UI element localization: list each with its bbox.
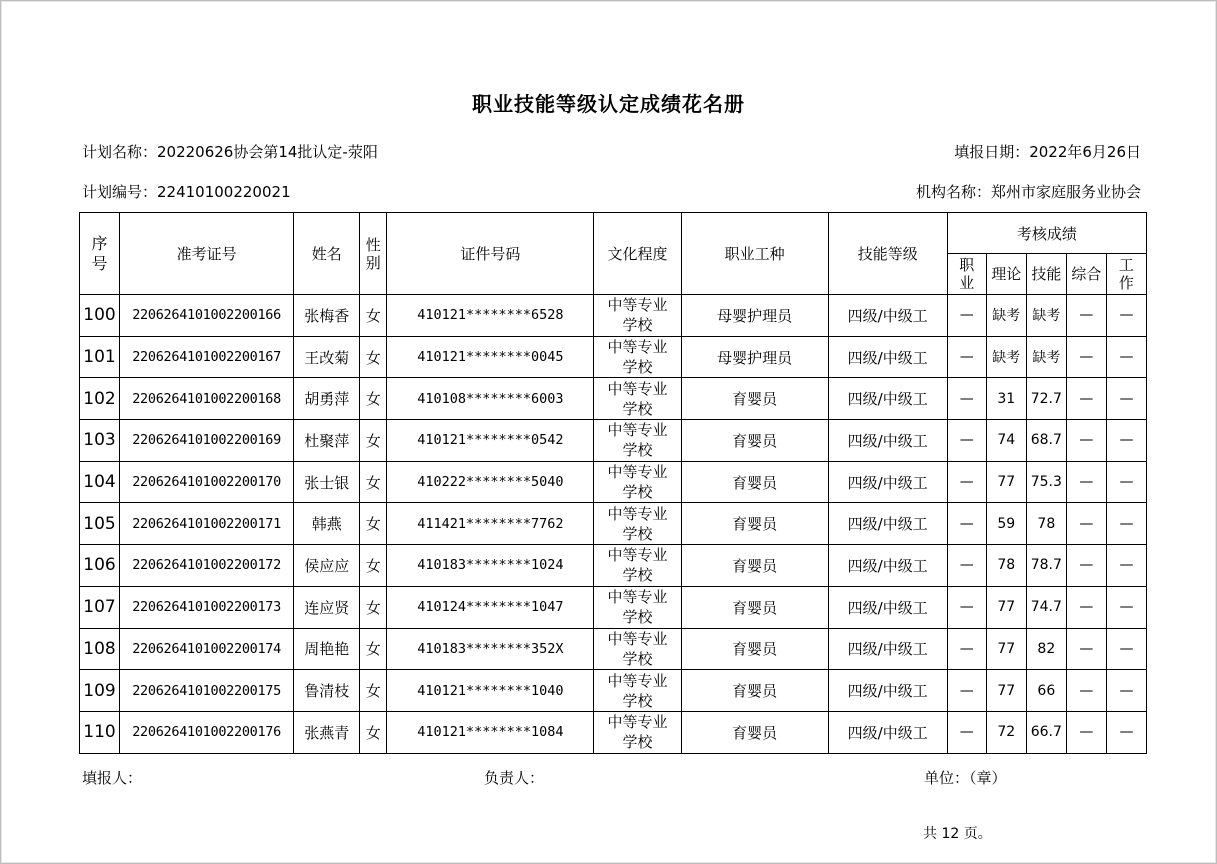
cell-gender: 女 (360, 378, 387, 420)
cell-name: 张燕青 (294, 711, 360, 753)
cell-score-theory: 74 (986, 420, 1026, 462)
cell-name: 胡勇萍 (294, 378, 360, 420)
cell-id-no: 410121********0045 (387, 336, 594, 378)
cell-score-occupational: — (947, 295, 986, 337)
cell-occupation: 育婴员 (681, 503, 828, 545)
table-row (80, 420, 1147, 462)
header-score-work-label: 工 作 (1118, 256, 1134, 292)
cell-seq: 102 (80, 378, 120, 420)
cell-seq: 109 (80, 670, 120, 712)
cell-skill-level: 四级/中级工 (828, 420, 947, 462)
cell-score-theory: 59 (986, 503, 1026, 545)
cell-score-overall: — (1066, 628, 1106, 670)
cell-occupation: 育婴员 (681, 586, 828, 628)
cell-education: 中等专业 学校 (594, 711, 681, 753)
cell-score-work: — (1106, 461, 1146, 503)
cell-score-skill: 78 (1026, 503, 1066, 545)
cell-id-no: 410121********1040 (387, 670, 594, 712)
cell-gender: 女 (360, 461, 387, 503)
cell-score-overall: — (1066, 670, 1106, 712)
cell-id-no: 411421********7762 (387, 503, 594, 545)
cell-education: 中等专业 学校 (594, 461, 681, 503)
cell-score-theory: 缺考 (986, 336, 1026, 378)
cell-score-work: — (1106, 628, 1146, 670)
cell-education: 中等专业 学校 (594, 378, 681, 420)
cell-education: 中等专业 学校 (594, 420, 681, 462)
cell-score-occupational: — (947, 420, 986, 462)
cell-name: 韩燕 (294, 503, 360, 545)
cell-score-theory: 77 (986, 670, 1026, 712)
header-score-occupational-label: 职 业 (959, 256, 975, 292)
cell-score-work: — (1106, 420, 1146, 462)
cell-seq: 108 (80, 628, 120, 670)
header-score-work (1106, 254, 1146, 295)
cell-score-overall: — (1066, 461, 1106, 503)
cell-score-theory: 72 (986, 711, 1026, 753)
cell-seq: 110 (80, 711, 120, 753)
manager-label: 负责人： (484, 769, 545, 787)
cell-skill-level: 四级/中级工 (828, 628, 947, 670)
cell-score-work: — (1106, 295, 1146, 337)
cell-score-overall: — (1066, 711, 1106, 753)
cell-score-work: — (1106, 670, 1146, 712)
cell-education: 中等专业 学校 (594, 336, 681, 378)
header-score-theory: 理论 (986, 254, 1026, 295)
plan-number: 计划编号：22410100220021 (82, 183, 291, 201)
cell-education: 中等专业 学校 (594, 545, 681, 587)
cell-name: 王改菊 (294, 336, 360, 378)
cell-education: 中等专业 学校 (594, 586, 681, 628)
cell-skill-level: 四级/中级工 (828, 461, 947, 503)
cell-skill-level: 四级/中级工 (828, 336, 947, 378)
cell-score-occupational: — (947, 378, 986, 420)
table-row (80, 586, 1147, 628)
cell-occupation: 母婴护理员 (681, 295, 828, 337)
table-row (80, 295, 1147, 337)
cell-skill-level: 四级/中级工 (828, 295, 947, 337)
header-gender (360, 213, 387, 295)
header-education: 文化程度 (594, 213, 681, 295)
header-seq-label: 序 号 (91, 233, 108, 273)
cell-id-no: 410121********6528 (387, 295, 594, 337)
cell-gender: 女 (360, 628, 387, 670)
table-row (80, 336, 1147, 378)
cell-exam-no: 2206264101002200176 (120, 711, 294, 753)
cell-gender: 女 (360, 295, 387, 337)
cell-exam-no: 2206264101002200173 (120, 586, 294, 628)
cell-id-no: 410108********6003 (387, 378, 594, 420)
cell-score-theory: 77 (986, 461, 1026, 503)
cell-score-skill: 74.7 (1026, 586, 1066, 628)
cell-score-skill: 66.7 (1026, 711, 1066, 753)
cell-name: 张梅香 (294, 295, 360, 337)
cell-score-skill: 72.7 (1026, 378, 1066, 420)
cell-education: 中等专业 学校 (594, 295, 681, 337)
cell-occupation: 育婴员 (681, 628, 828, 670)
cell-score-work: — (1106, 503, 1146, 545)
cell-occupation: 育婴员 (681, 670, 828, 712)
cell-id-no: 410124********1047 (387, 586, 594, 628)
table-row (80, 670, 1147, 712)
plan-name: 计划名称：20220626协会第14批认定-荥阳 (82, 143, 378, 161)
cell-id-no: 410183********352X (387, 628, 594, 670)
cell-occupation: 育婴员 (681, 378, 828, 420)
cell-seq: 106 (80, 545, 120, 587)
cell-exam-no: 2206264101002200170 (120, 461, 294, 503)
cell-occupation: 育婴员 (681, 420, 828, 462)
cell-score-occupational: — (947, 711, 986, 753)
cell-skill-level: 四级/中级工 (828, 711, 947, 753)
cell-exam-no: 2206264101002200166 (120, 295, 294, 337)
cell-score-theory: 31 (986, 378, 1026, 420)
cell-score-skill: 缺考 (1026, 336, 1066, 378)
cell-score-overall: — (1066, 336, 1106, 378)
cell-skill-level: 四级/中级工 (828, 670, 947, 712)
cell-gender: 女 (360, 545, 387, 587)
organization-name: 机构名称：郑州市家庭服务业协会 (915, 183, 1141, 201)
cell-score-skill: 82 (1026, 628, 1066, 670)
cell-education: 中等专业 学校 (594, 503, 681, 545)
table-row (80, 545, 1147, 587)
cell-score-occupational: — (947, 545, 986, 587)
header-name: 姓名 (294, 213, 360, 295)
cell-gender: 女 (360, 503, 387, 545)
cell-id-no: 410183********1024 (387, 545, 594, 587)
cell-gender: 女 (360, 586, 387, 628)
table-row (80, 461, 1147, 503)
header-occupation: 职业工种 (681, 213, 828, 295)
cell-score-occupational: — (947, 461, 986, 503)
header-gender-label: 性 别 (365, 235, 381, 272)
cell-name: 杜聚萍 (294, 420, 360, 462)
cell-score-work: — (1106, 336, 1146, 378)
header-score-skill: 技能 (1026, 254, 1066, 295)
cell-occupation: 育婴员 (681, 711, 828, 753)
cell-name: 鲁清枝 (294, 670, 360, 712)
cell-exam-no: 2206264101002200174 (120, 628, 294, 670)
cell-seq: 100 (80, 295, 120, 337)
cell-score-work: — (1106, 545, 1146, 587)
header-id-no: 证件号码 (387, 213, 594, 295)
cell-gender: 女 (360, 420, 387, 462)
cell-score-occupational: — (947, 336, 986, 378)
cell-occupation: 育婴员 (681, 461, 828, 503)
cell-exam-no: 2206264101002200171 (120, 503, 294, 545)
page-count: 共 12 页。 (923, 826, 992, 842)
cell-name: 侯应应 (294, 545, 360, 587)
table-row (80, 711, 1147, 753)
cell-score-overall: — (1066, 545, 1106, 587)
cell-score-skill: 78.7 (1026, 545, 1066, 587)
header-scores: 考核成绩 (947, 213, 1146, 254)
cell-id-no: 410121********0542 (387, 420, 594, 462)
cell-name: 周艳艳 (294, 628, 360, 670)
header-exam-no: 准考证号 (120, 213, 294, 295)
cell-skill-level: 四级/中级工 (828, 378, 947, 420)
cell-id-no: 410121********1084 (387, 711, 594, 753)
cell-gender: 女 (360, 711, 387, 753)
cell-score-skill: 66 (1026, 670, 1066, 712)
cell-score-occupational: — (947, 503, 986, 545)
fill-date: 填报日期：2022年6月26日 (954, 143, 1141, 161)
cell-occupation: 育婴员 (681, 545, 828, 587)
page-title: 职业技能等级认定成绩花名册 (472, 92, 745, 116)
cell-score-occupational: — (947, 670, 986, 712)
unit-seal-label: 单位：（章） (924, 769, 1007, 787)
cell-name: 张士银 (294, 461, 360, 503)
cell-name: 连应贤 (294, 586, 360, 628)
cell-score-theory: 77 (986, 628, 1026, 670)
cell-score-overall: — (1066, 586, 1106, 628)
cell-score-theory: 78 (986, 545, 1026, 587)
table-row (80, 628, 1147, 670)
cell-seq: 103 (80, 420, 120, 462)
cell-seq: 101 (80, 336, 120, 378)
cell-score-overall: — (1066, 503, 1106, 545)
cell-score-theory: 缺考 (986, 295, 1026, 337)
cell-seq: 105 (80, 503, 120, 545)
cell-exam-no: 2206264101002200169 (120, 420, 294, 462)
cell-score-skill: 75.3 (1026, 461, 1066, 503)
cell-gender: 女 (360, 336, 387, 378)
cell-skill-level: 四级/中级工 (828, 545, 947, 587)
cell-score-work: — (1106, 586, 1146, 628)
header-score-occupational (947, 254, 986, 295)
roster-body (80, 295, 1147, 754)
table-row (80, 378, 1147, 420)
cell-score-occupational: — (947, 628, 986, 670)
header-seq (80, 213, 120, 295)
cell-score-skill: 68.7 (1026, 420, 1066, 462)
cell-score-work: — (1106, 711, 1146, 753)
score-roster-table (79, 212, 1147, 754)
cell-score-theory: 77 (986, 586, 1026, 628)
cell-id-no: 410222********5040 (387, 461, 594, 503)
cell-exam-no: 2206264101002200167 (120, 336, 294, 378)
header-skill-level: 技能等级 (828, 213, 947, 295)
cell-education: 中等专业 学校 (594, 628, 681, 670)
cell-seq: 107 (80, 586, 120, 628)
header-score-overall: 综合 (1066, 254, 1106, 295)
cell-exam-no: 2206264101002200175 (120, 670, 294, 712)
cell-occupation: 母婴护理员 (681, 336, 828, 378)
cell-score-occupational: — (947, 586, 986, 628)
cell-skill-level: 四级/中级工 (828, 503, 947, 545)
cell-education: 中等专业 学校 (594, 670, 681, 712)
cell-gender: 女 (360, 670, 387, 712)
cell-exam-no: 2206264101002200168 (120, 378, 294, 420)
cell-score-skill: 缺考 (1026, 295, 1066, 337)
cell-score-overall: — (1066, 420, 1106, 462)
cell-skill-level: 四级/中级工 (828, 586, 947, 628)
cell-score-work: — (1106, 378, 1146, 420)
cell-seq: 104 (80, 461, 120, 503)
table-row (80, 503, 1147, 545)
cell-exam-no: 2206264101002200172 (120, 545, 294, 587)
filler-label: 填报人： (82, 769, 143, 787)
cell-score-overall: — (1066, 295, 1106, 337)
cell-score-overall: — (1066, 378, 1106, 420)
